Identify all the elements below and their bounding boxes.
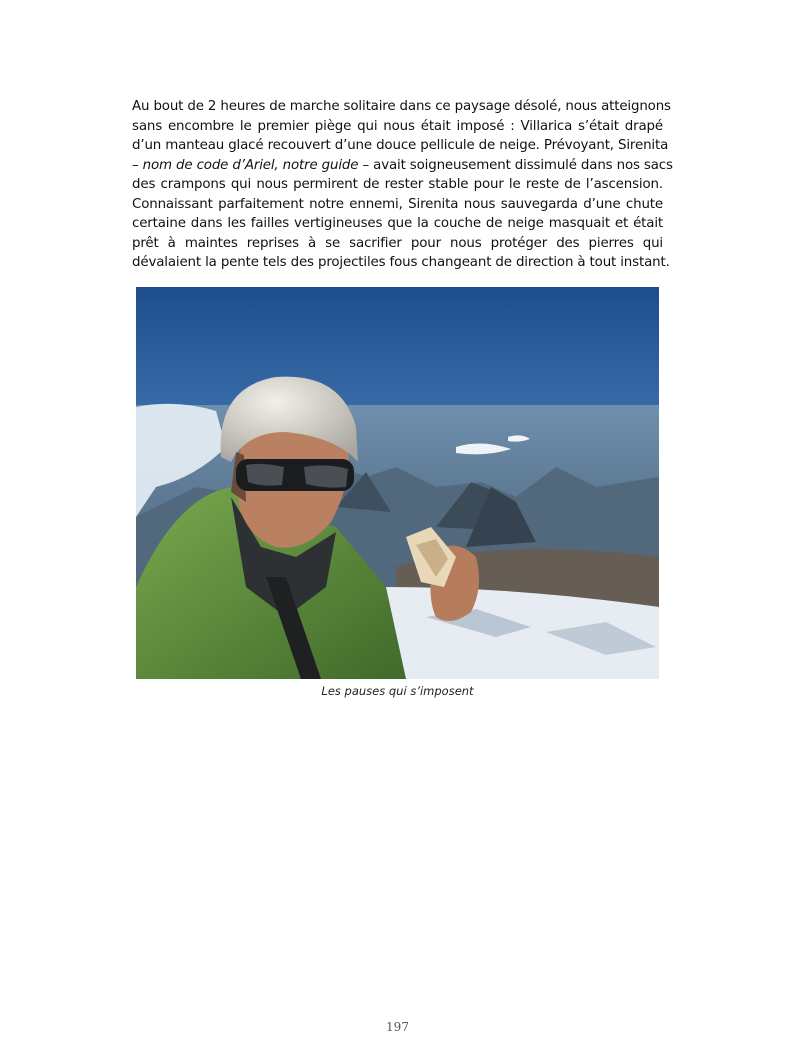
text-line: Connaissant parfaitement notre ennemi, Sirenita nous sauvegarda d’une chute (132, 196, 663, 212)
figure-caption: Les pauses qui s’imposent (321, 684, 474, 698)
text-line: certaine dans les failles vertigineuses que la couche de neige masquait et était (132, 216, 663, 231)
text-line (132, 156, 673, 176)
text-line: des crampons qui nous permirent de rester stable pour le reste de l’ascension. (132, 177, 663, 192)
summit-selfie-photo (136, 287, 659, 679)
text-line: Au bout de 2 heures de marche solitaire dans ce paysage désolé, nous atteignons (132, 99, 671, 114)
italic-aside: nom de code d’Ariel, notre guide (142, 157, 359, 173)
text-line: dévalaient la pente tels des projectiles fous changeant de direction à tout instant. (132, 255, 670, 270)
text-line: prêt à maintes reprises à se sacrifier pour nous protéger des pierres qui (132, 235, 663, 251)
page-number: 197 (386, 1020, 409, 1034)
text-segment: – avait soigneusement dissimulé dans nos sacs (358, 157, 673, 173)
dash: – (132, 157, 143, 173)
text-line: d’un manteau glacé recouvert d’une douce pellicule de neige. Prévoyant, Sirenita (132, 138, 669, 153)
body-paragraph (132, 97, 673, 273)
text-line: sans encombre le premier piège qui nous était imposé : Villarica s’était drapé (132, 118, 663, 134)
